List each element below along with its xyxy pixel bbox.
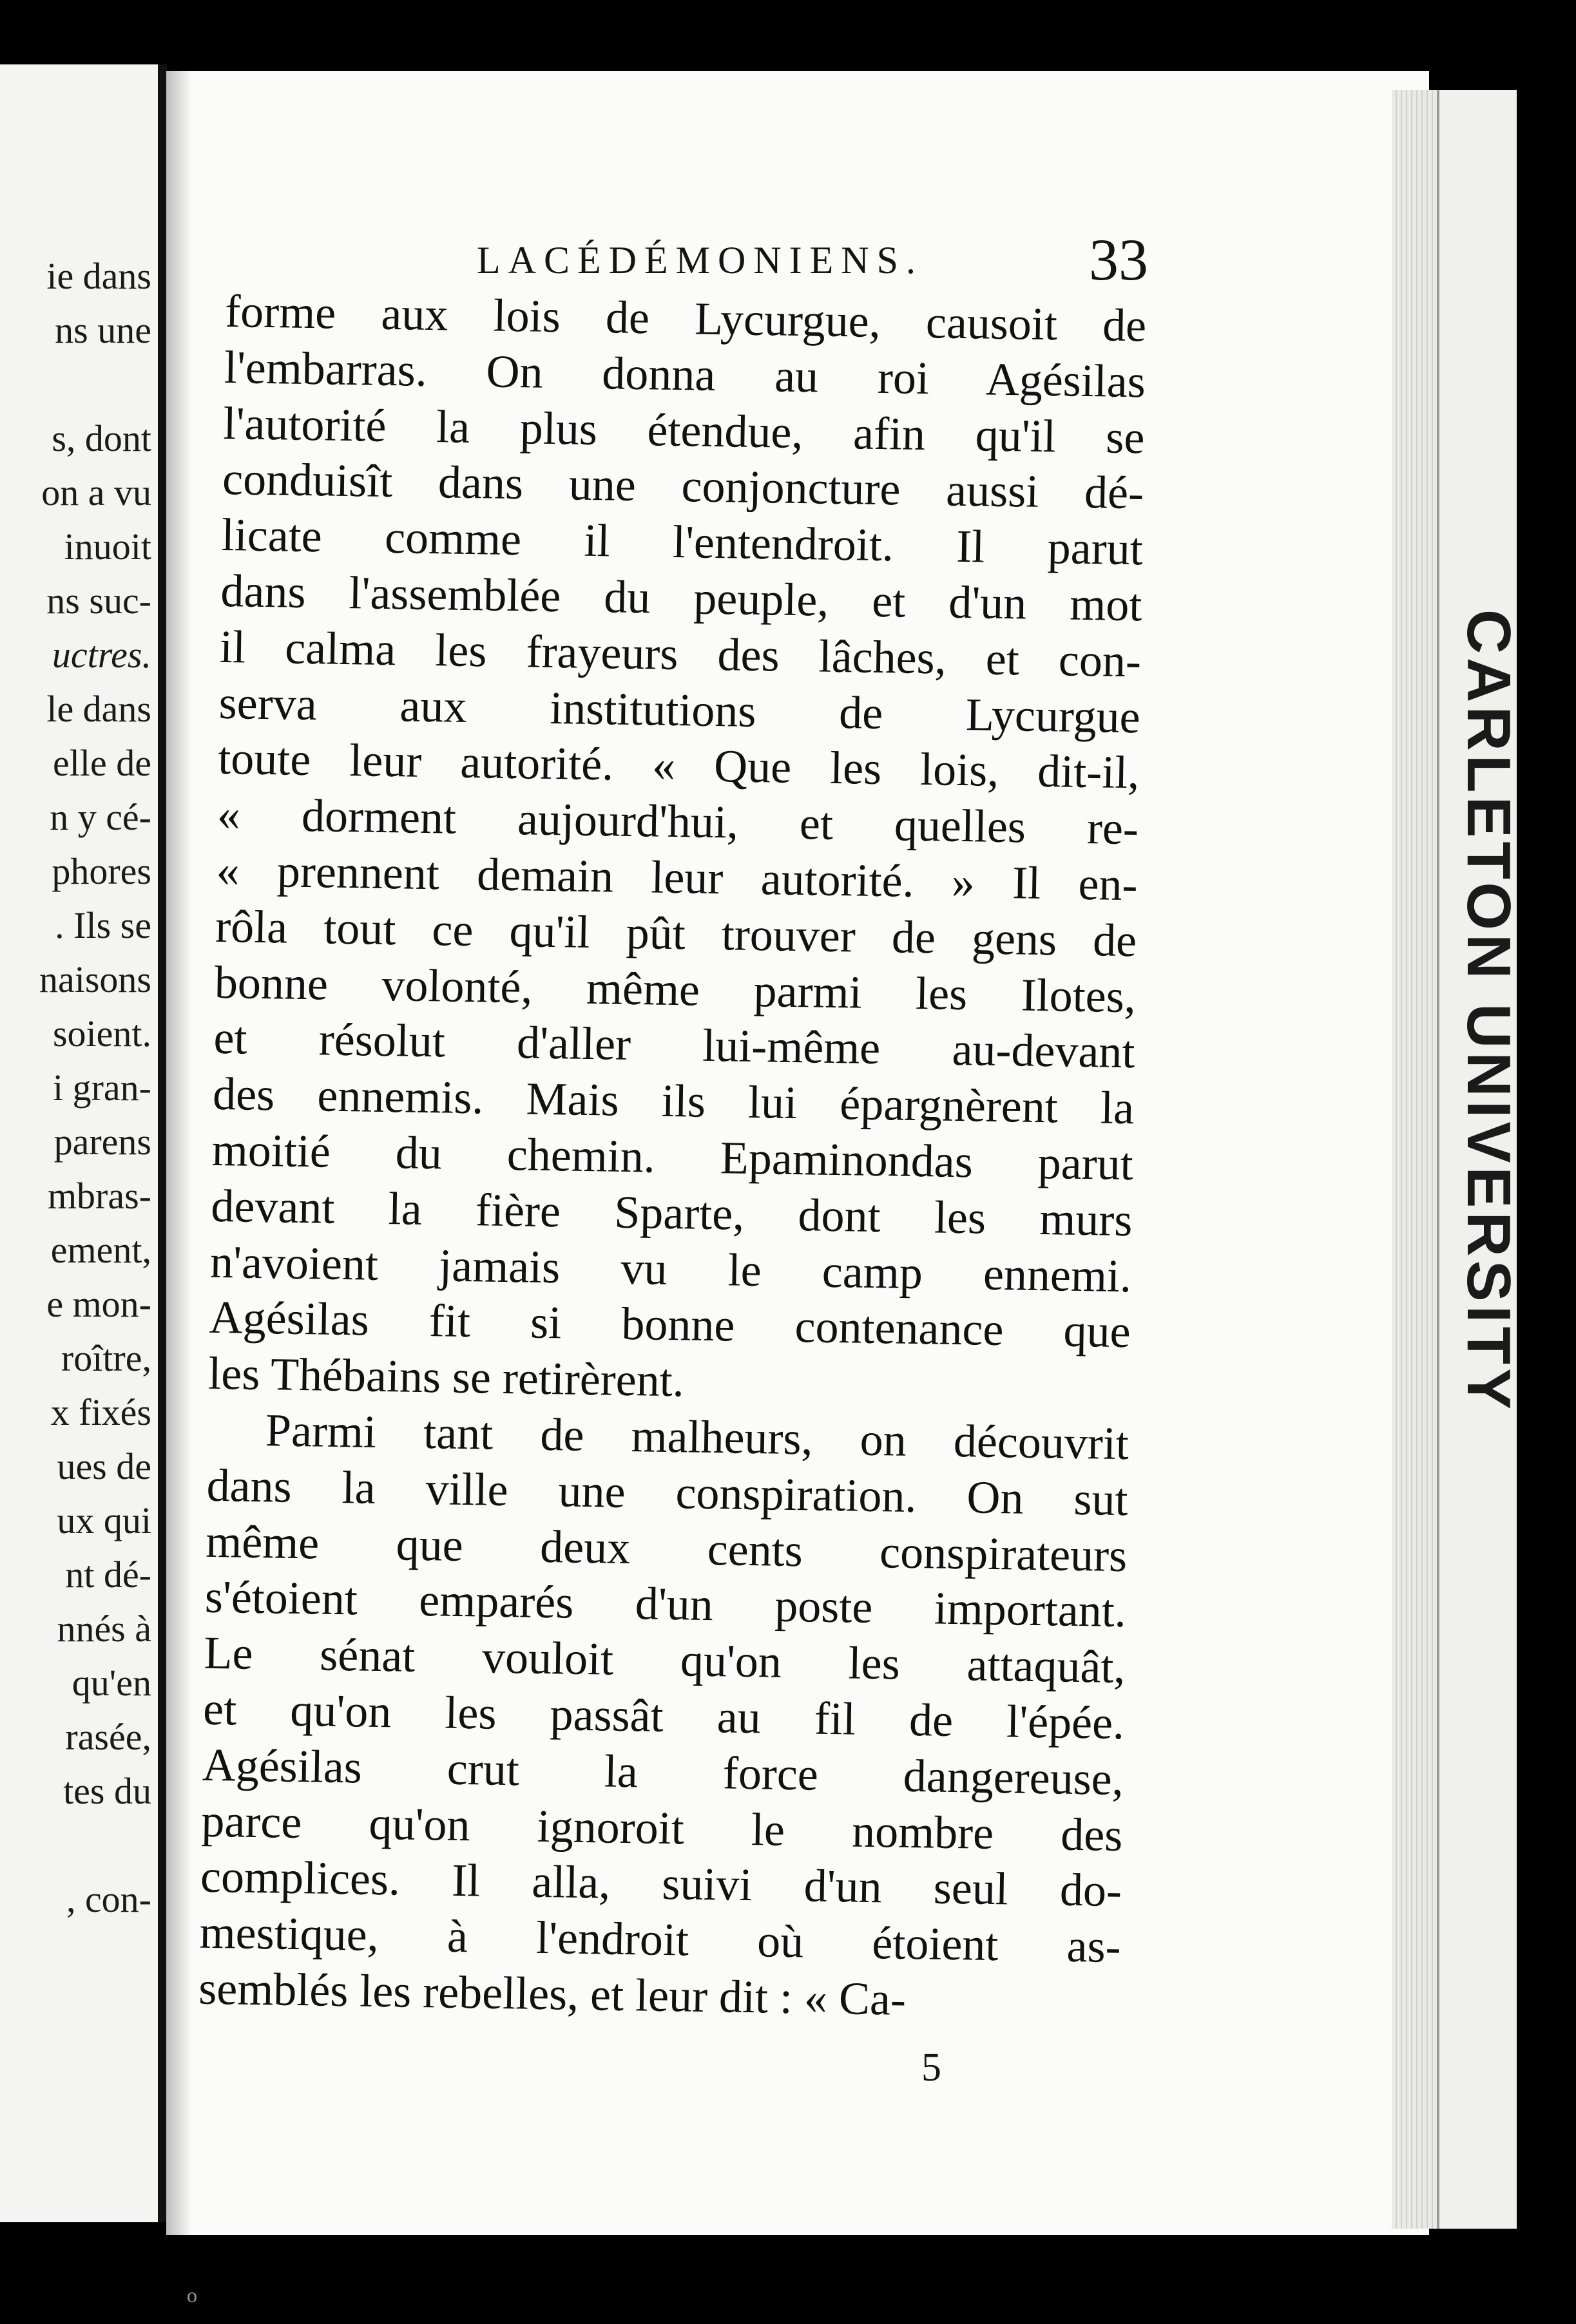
previous-page-line: parens [53,1121,151,1163]
previous-page-line: nt dé- [65,1554,151,1595]
gutter-shadow [166,71,192,2235]
text-line: complices. Il alla, suivi d'un seul do- [200,1851,1122,1917]
previous-page-line: n y cé- [50,796,151,838]
previous-page-line: x fixés [50,1391,151,1433]
previous-page-line: roître, [61,1337,151,1379]
text-line: s'étoient emparés d'un poste important. [204,1571,1127,1637]
text-line: moitié du chemin. Epaminondas parut [211,1123,1134,1190]
text-line: serva aux institutions de Lycurgue [218,676,1141,743]
text-line: il calma les frayeurs des lâches, et con- [219,620,1142,687]
previous-page-line: inuoit [64,526,151,567]
page-number: 33 [1089,227,1148,292]
text-line: Le sénat vouloit qu'on les attaquât, [203,1626,1126,1693]
previous-page-line: ux qui [57,1500,151,1541]
text-line: et résolut d'aller lui-même au-devant [213,1012,1136,1078]
text-line: et qu'on les passât au fil de l'épée. [202,1682,1125,1749]
text-line: l'autorité la plus étendue, afin qu'il se [222,397,1146,464]
text-line: même que deux cents conspirateurs [205,1515,1128,1581]
text-line: des ennemis. Mais ils lui épargnèrent la [212,1068,1135,1134]
previous-page-line: rasée, [65,1716,151,1758]
text-line: n'avoient jamais vu le camp ennemi. [209,1235,1132,1302]
previous-page-line: soient. [52,1013,151,1054]
text-line: bonne volonté, même parmi les Ilotes, [214,956,1137,1022]
previous-page-line: ues de [57,1445,151,1487]
text-line: licate comme il l'entendroit. Il parut [221,509,1144,575]
signature-mark: 5 [921,2046,941,2090]
previous-page-line: qu'en [72,1662,151,1704]
text-line: « dorment aujourd'hui, et quelles re- [216,788,1139,855]
previous-page-line: ns suc- [46,580,151,622]
text-line: Agésilas crut la force dangereuse, [202,1738,1124,1805]
previous-page-line: mbras- [47,1175,151,1217]
text-line: mestique, à l'endroit où étoient as- [199,1906,1122,1973]
text-line: toute leur autorité. « Que les lois, dit-il, [217,732,1140,799]
previous-page-line: naisons [39,958,151,1000]
running-title: LACÉDÉMONIENS. [477,239,923,281]
spine-label: CARLETON UNIVERSITY [1454,609,1523,1414]
previous-page-line: e mon- [46,1283,151,1325]
previous-page-line: nnés à [57,1608,151,1650]
previous-page-line: , con- [66,1878,151,1920]
previous-page-line: phores [52,850,151,892]
text-line: Parmi tant de malheurs, on découvrit [265,1404,1129,1470]
previous-page-line: ie dans [46,255,151,297]
text-line: Agésilas fit si bonne contenance que [209,1291,1131,1358]
previous-page-line: tes du [63,1770,151,1812]
previous-page-line: ement, [50,1229,151,1271]
previous-page-fragment [0,64,167,2222]
body-text [198,283,1147,2031]
text-line: l'embarras. On donna au roi Agésilas [224,341,1146,408]
corner-mark: o [187,2283,197,2307]
text-line: dans l'assemblée du peuple, et d'un mot [220,564,1142,631]
previous-page-line: s, dont [52,417,151,459]
previous-page-line: i gran- [53,1067,151,1109]
text-line: « prennent demain leur autorité. » Il en- [216,844,1139,911]
text-line: devant la fière Sparte, dont les murs [210,1179,1133,1246]
previous-page-line: on a vu [41,471,151,513]
text-line: rôla tout ce qu'il pût trouver de gens de [215,900,1137,967]
text-line: dans la ville une conspiration. On sut [206,1459,1129,1525]
text-line: forme aux lois de Lycurgue, causoit de [224,285,1147,352]
previous-page-line: ns une [55,309,151,351]
text-line: semblés les rebelles, et leur dit : « Ca- [198,1962,907,2025]
text-line: parce qu'on ignoroit le nombre des [200,1795,1123,1861]
previous-page-line: . Ils se [55,904,151,946]
previous-page-line: uctres. [52,634,151,676]
previous-page-line: elle de [53,742,151,784]
text-line: conduisît dans une conjoncture aussi dé- [222,453,1144,519]
text-line: les Thébains se retirèrent. [207,1347,685,1407]
previous-page-line: le dans [46,688,151,730]
